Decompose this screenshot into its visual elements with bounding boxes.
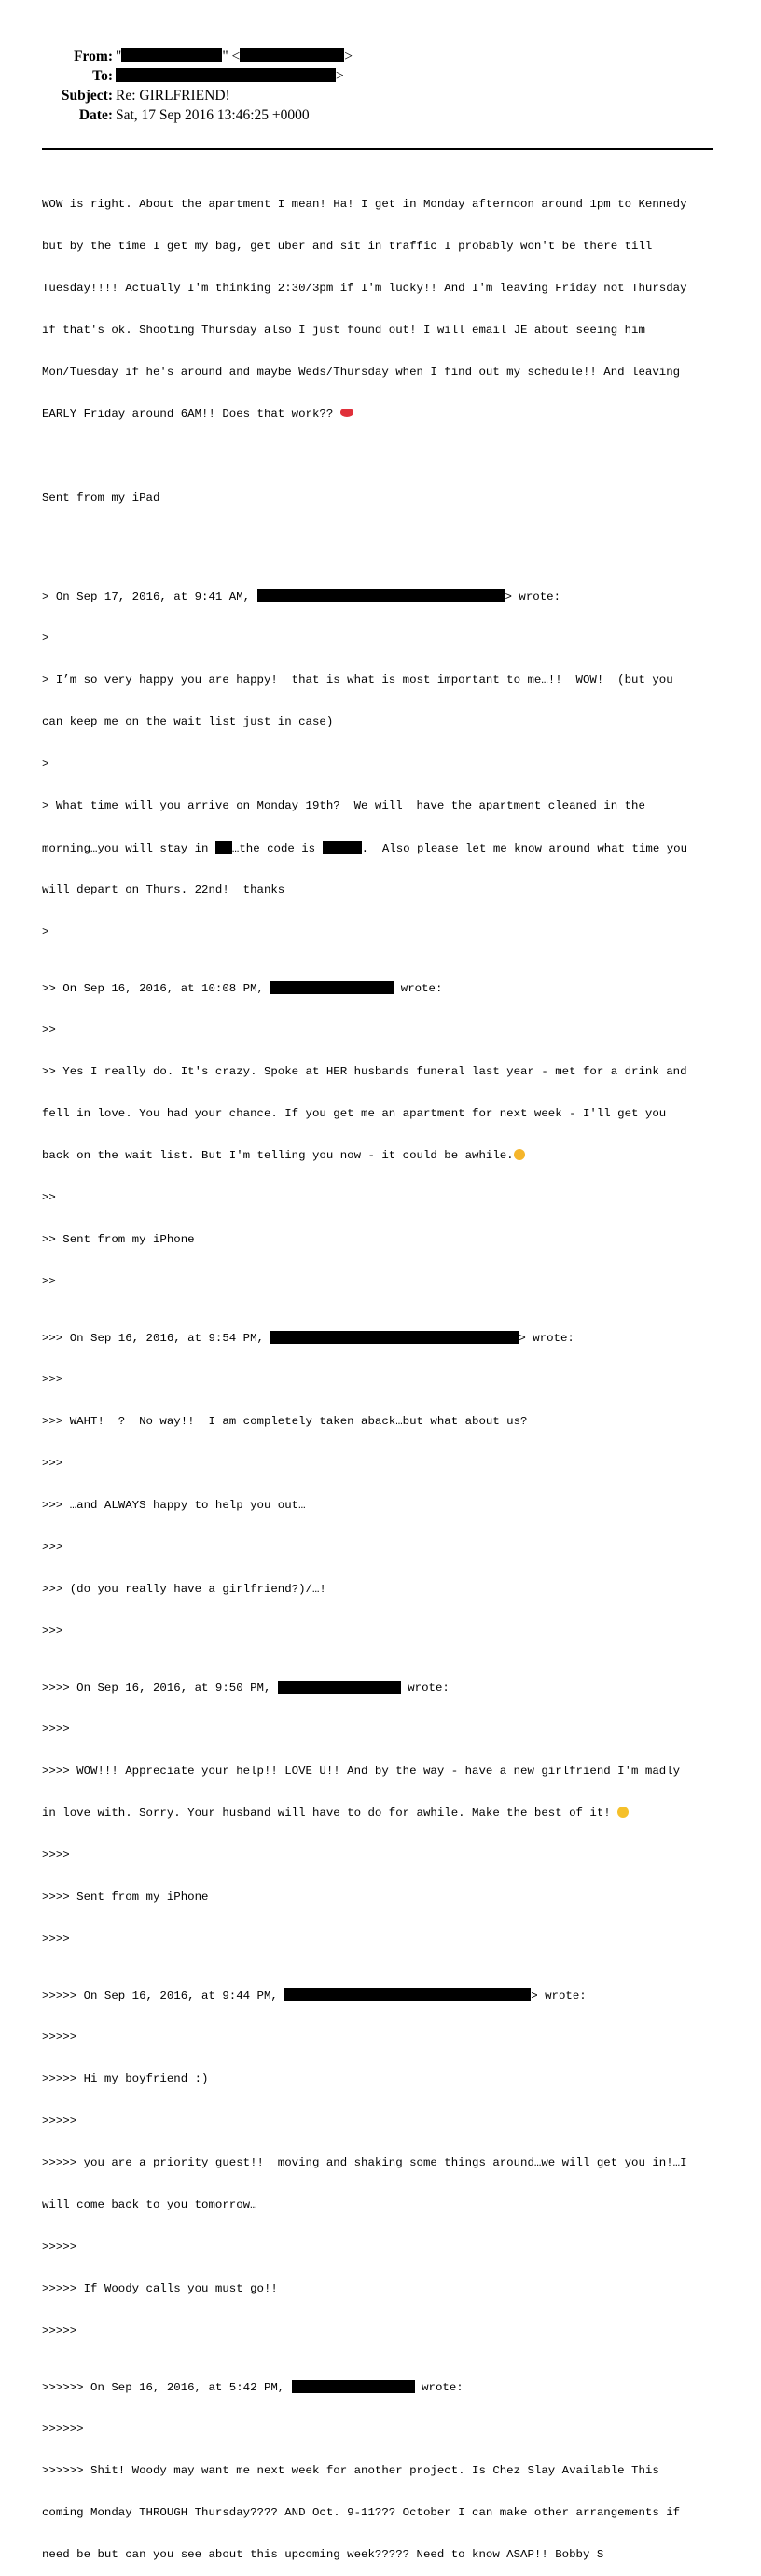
kiss-lips-icon <box>340 409 353 417</box>
redaction-bar <box>257 589 505 602</box>
quote-line: >> Yes I really do. It's crazy. Spoke at HER husbands funeral last year - met for a drink and <box>42 1065 687 1078</box>
quote-marker: >>>> <box>42 1932 70 1946</box>
quote-line: >>>> WOW!!! Appreciate your help!! LOVE U!! And by the way - have a new girlfriend I'm madly <box>42 1765 681 1778</box>
face-blowing-kiss-icon <box>514 1149 525 1160</box>
redaction-bar <box>278 1681 401 1694</box>
quote-line: will depart on Thurs. 22nd! thanks <box>42 883 285 896</box>
quote-line: will come back to you tomorrow… <box>42 2198 257 2211</box>
quote-line: in love with. Sorry. Your husband will have to do for awhile. Make the best of it! <box>42 1807 723 1821</box>
quote-line: can keep me on the wait list just in case) <box>42 715 334 728</box>
quote-line: >>>>> you are a priority guest!! moving and shaking some things around…we will get you in!…I <box>42 2156 687 2169</box>
body-line: Mon/Tuesday if he's around and maybe Weds/Thursday when I find out my schedule!! And leaving <box>42 366 681 379</box>
to-row <box>0 66 761 86</box>
quote-line: >>> …and ALWAYS happy to help you out… <box>42 1499 306 1512</box>
quote-marker: >>>>> <box>42 2324 77 2337</box>
to-value: > <box>116 66 344 86</box>
redaction-bar <box>270 981 394 994</box>
quote-marker: >>> <box>42 1373 63 1386</box>
subject-value: Re: GIRLFRIEND! <box>116 88 230 104</box>
quote-line: coming Monday THROUGH Thursday???? AND Oct. 9-11??? October I can make other arrangements if <box>42 2506 681 2519</box>
date-value: Sat, 17 Sep 2016 13:46:25 +0000 <box>116 107 310 123</box>
from-row <box>0 47 761 66</box>
quote-attribution: >>>>>> On Sep 16, 2016, at 5:42 PM, wrote: <box>42 2381 464 2394</box>
quote-marker: >>>>>> <box>42 2422 84 2435</box>
quote-line: morning…you will stay in …the code is . Also please let me know around what time you <box>42 842 688 855</box>
quote-marker: > <box>42 925 49 938</box>
quote-marker: >>>> <box>42 1849 70 1862</box>
date-row <box>0 105 761 125</box>
header-divider <box>42 148 713 150</box>
quote-attribution: >>>>> On Sep 16, 2016, at 9:44 PM, > wrote: <box>42 1989 587 2002</box>
quote-attribution: >>>> On Sep 16, 2016, at 9:50 PM, wrote: <box>42 1682 450 1695</box>
redaction-bar <box>284 1988 531 2001</box>
quote-marker: > <box>42 631 49 644</box>
quote-line: > What time will you arrive on Monday 19th? We will have the apartment cleaned in the <box>42 799 645 812</box>
email-header <box>0 47 761 125</box>
quote-line: > I’m so very happy you are happy! that is what is most important to me…!! WOW! (but you <box>42 673 673 686</box>
date-label: Date: <box>78 107 113 123</box>
from-label: From: <box>74 48 113 64</box>
redaction-bar <box>121 48 222 62</box>
quote-marker: >> <box>42 1023 56 1036</box>
quote-attribution: >>> On Sep 16, 2016, at 9:54 PM, > wrote: <box>42 1332 574 1345</box>
body-line: if that's ok. Shooting Thursday also I just found out! I will email JE about seeing him <box>42 324 645 337</box>
subject-row <box>0 86 761 105</box>
quote-line: >>>>>> Shit! Woody may want me next week for another project. Is Chez Slay Available This <box>42 2464 659 2477</box>
quote-marker: >>> <box>42 1625 63 1638</box>
quote-marker: >> <box>42 1191 56 1204</box>
quote-marker: >>>>> <box>42 2240 77 2253</box>
redaction-bar <box>292 2380 415 2393</box>
from-value: " " < > <box>116 48 353 64</box>
quote-line: >> Sent from my iPhone <box>42 1233 195 1246</box>
quote-attribution: > On Sep 17, 2016, at 9:41 AM, > wrote: <box>42 590 561 603</box>
subject-label: Subject: <box>61 88 113 104</box>
redaction-bar <box>116 68 336 82</box>
quote-marker: >>> <box>42 1457 63 1470</box>
quote-marker: >>> <box>42 1541 63 1554</box>
sent-from-ipad: Sent from my iPad <box>42 492 160 505</box>
quote-line: back on the wait list. But I'm telling you now - it could be awhile. <box>42 1149 723 1163</box>
quote-line: >>>>> If Woody calls you must go!! <box>42 2282 278 2295</box>
quote-line: need be but can you see about this upcoming week????? Need to know ASAP!! Bobby S <box>42 2548 604 2561</box>
quote-line: >>> (do you really have a girlfriend?)/…! <box>42 1583 326 1596</box>
quote-marker: > <box>42 757 49 770</box>
body-line: EARLY Friday around 6AM!! Does that work?? <box>42 408 723 422</box>
body-line: but by the time I get my bag, get uber and sit in traffic I probably won't be there till <box>42 240 653 253</box>
quote-marker: >>>> <box>42 1723 70 1736</box>
quote-line: >>>>> Hi my boyfriend :) <box>42 2072 209 2085</box>
quote-marker: >>>>> <box>42 2030 77 2043</box>
redaction-bar <box>270 1331 519 1344</box>
quote-line: fell in love. You had your chance. If you get me an apartment for next week - I'll get you <box>42 1107 667 1120</box>
quote-line: >>>> Sent from my iPhone <box>42 1890 209 1904</box>
quote-line: >>> WAHT! ? No way!! I am completely taken aback…but what about us? <box>42 1415 528 1428</box>
body-line: Tuesday!!!! Actually I'm thinking 2:30/3pm if I'm lucky!! And I'm leaving Friday not Thursday <box>42 282 687 295</box>
quote-marker: >> <box>42 1275 56 1288</box>
quote-attribution: >> On Sep 16, 2016, at 10:08 PM, wrote: <box>42 982 443 995</box>
redaction-bar <box>323 841 362 854</box>
to-label: To: <box>92 68 113 84</box>
email-body <box>42 170 723 2576</box>
body-line: WOW is right. About the apartment I mean! Ha! I get in Monday afternoon around 1pm to Kennedy <box>42 198 687 211</box>
quote-marker: >>>>> <box>42 2114 77 2127</box>
redaction-bar <box>240 48 344 62</box>
tears-of-joy-icon <box>617 1807 629 1818</box>
redaction-bar <box>215 841 232 854</box>
